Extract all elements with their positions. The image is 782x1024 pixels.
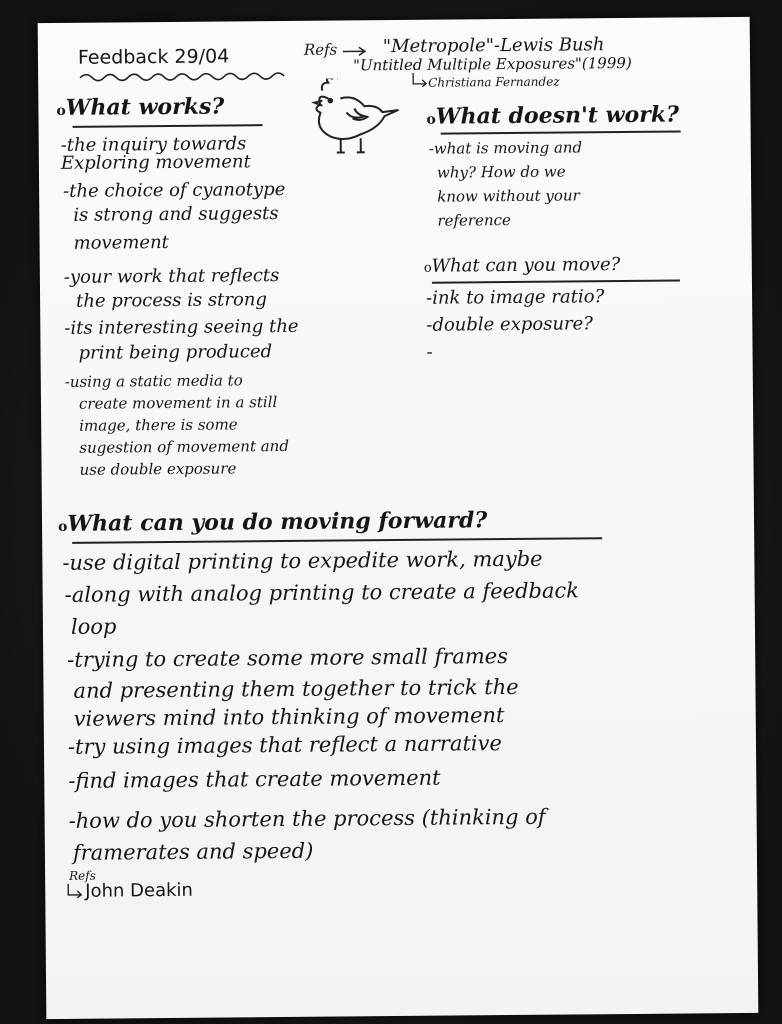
improve-line-1: -ink to image ratio? [425,286,605,309]
works-line-9: print being produced [78,341,273,364]
bullet-circle-icon: o [426,111,436,128]
return-arrow-icon [65,883,83,899]
works-line-5: movement [73,231,169,254]
doesnt-line-2: why? How do we [436,162,566,182]
works-line-4: is strong and suggests [73,203,279,226]
forward-line-3: loop [70,614,117,639]
reference-john-deakin: John Deakin [85,879,194,902]
reference-metropole: "Metropole"-Lewis Bush [382,34,605,58]
forward-line-6: viewers mind into thinking of movement [73,703,505,731]
works-line-1: -the inquiry towards [60,133,247,156]
refs-label: Refs [303,40,338,59]
works-line-10: -using a static media to [64,371,243,391]
doesnt-line-3: know without your [437,186,580,206]
doesnt-line-1: -what is moving and [428,138,583,158]
moving-forward-heading-text: What can you do moving forward? [67,507,488,537]
return-arrow-icon [410,72,428,88]
works-line-2: Exploring movement [60,151,251,174]
title-squiggle-underline [78,69,288,85]
works-line-7: the process is strong [76,289,268,312]
what-can-you-move-underline [432,280,680,284]
forward-line-9: -how do you shorten the process (thinking of [68,804,546,833]
what-can-you-move-heading [424,254,621,277]
page-title: Feedback 29/04 [77,45,230,69]
works-line-6: -your work that reflects [63,265,280,288]
reference-untitled-multiple-exposures: "Untitled Multiple Exposures"(1999) [352,53,632,75]
reference-christiana-fernandez: Christiana Fernandez [428,74,560,90]
bullet-circle-icon: o [56,102,66,119]
works-line-12: image, there is some [79,415,238,435]
forward-line-8: -find images that create movement [68,765,441,793]
works-line-14: use double exposure [79,459,237,479]
arrow-right-icon [342,46,368,56]
what-works-underline [73,124,263,128]
forward-line-5: and presenting them together to trick the [73,674,519,703]
moving-forward-heading [58,507,487,537]
forward-line-1: -use digital printing to expedite work, maybe [62,546,543,575]
works-line-13: sugestion of movement and [79,436,289,457]
what-doesnt-work-heading [426,102,679,130]
what-works-heading [56,94,224,121]
forward-line-4: -trying to create some more small frames [67,644,509,672]
what-doesnt-work-underline [441,131,681,135]
improve-line-3: - [426,341,433,363]
bottom-refs-label: Refs [69,868,96,883]
doesnt-line-4: reference [437,211,511,230]
improve-line-2: -double exposure? [426,313,593,336]
what-can-you-move-heading-text: What can you move? [431,254,621,277]
moving-forward-underline [72,537,602,544]
what-works-heading-text: What works? [65,93,225,121]
works-line-11: create movement in a still [78,393,278,413]
forward-line-7: -try using images that reflect a narrative [67,731,502,759]
what-doesnt-work-heading-text: What doesn't work? [435,101,680,130]
bullet-circle-icon: o [57,518,68,535]
forward-line-10: framerates and speed) [72,838,314,865]
feedback-paper-sheet [38,17,759,1019]
forward-line-2: -along with analog printing to create a feedback [64,578,580,607]
works-line-8: -its interesting seeing the [64,315,299,339]
bird-doodle [300,78,409,159]
bullet-circle-icon: o [423,260,432,276]
works-line-3: -the choice of cyanotype [63,178,286,202]
